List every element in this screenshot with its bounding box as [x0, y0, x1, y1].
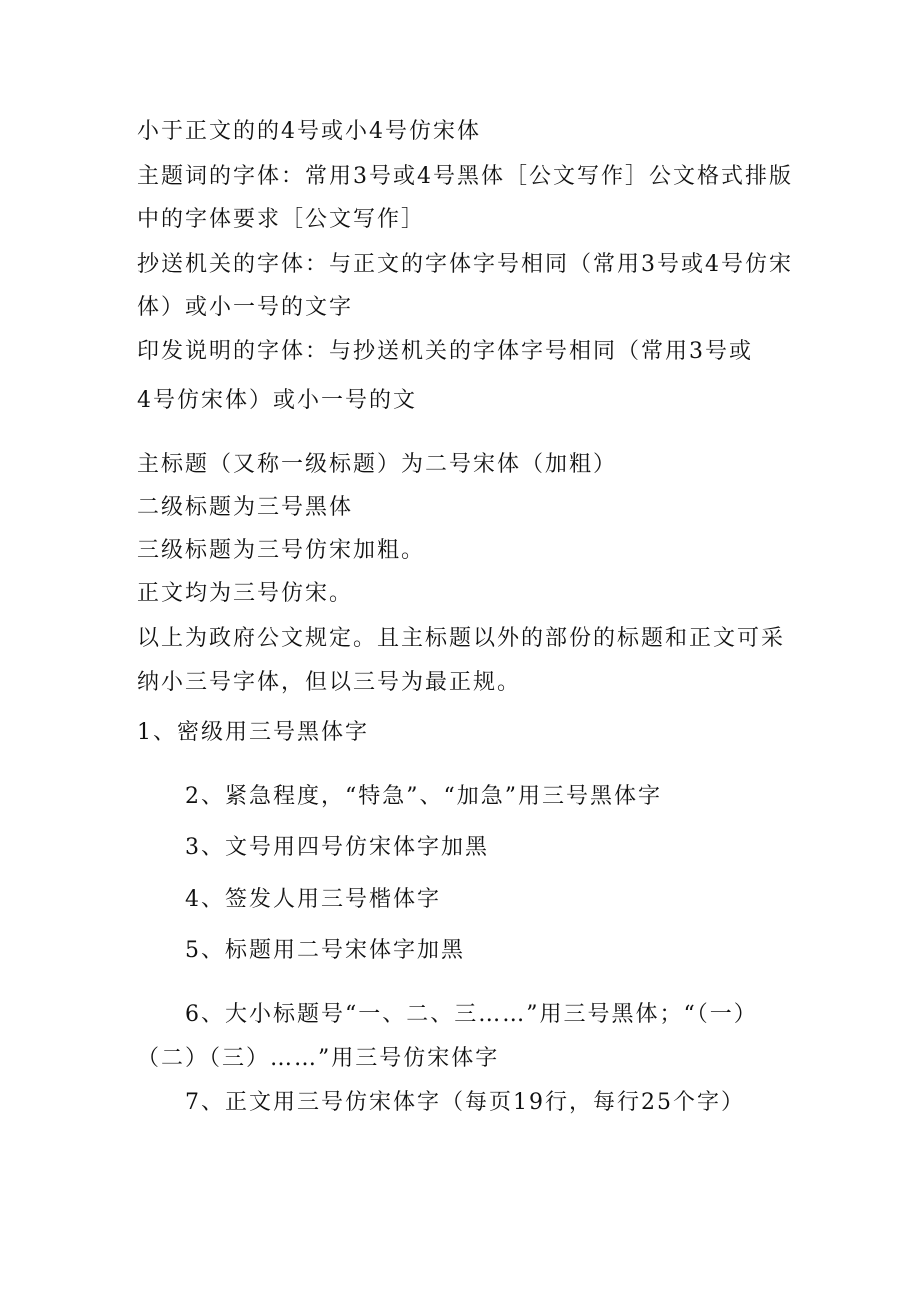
list-item-6-continued: （二）（三）……”用三号仿宋体字: [137, 1046, 500, 1071]
text-line-9: 二级标题为三号黑体: [137, 495, 354, 520]
text-line-13: 纳小三号字体，但以三号为最正规。: [137, 670, 522, 695]
text-line-8: 主标题（又称一级标题）为二号宋体（加粗）: [137, 452, 618, 477]
list-item-4: 4、签发人用三号楷体字: [185, 887, 441, 912]
text-line-1: 小于正文的的4号或小4号仿宋体: [137, 119, 481, 144]
text-line-2: 主题词的字体：常用3号或4号黑体［公文写作］公文格式排版: [137, 164, 793, 189]
text-line-12: 以上为政府公文规定。且主标题以外的部份的标题和正文可采: [137, 626, 786, 651]
text-line-7: 4号仿宋体）或小一号的文: [137, 388, 417, 413]
text-line-4: 抄送机关的字体：与正文的字体字号相同（常用3号或4号仿宋: [137, 252, 793, 277]
text-line-5: 体）或小一号的文字: [137, 295, 354, 320]
list-item-5: 5、标题用二号宋体字加黑: [185, 938, 465, 963]
list-item-6: 6、大小标题号“一、二、三……”用三号黑体；“（一）: [185, 1002, 758, 1027]
list-item-1: 1、密级用三号黑体字: [137, 720, 369, 745]
text-line-10: 三级标题为三号仿宋加粗。: [137, 538, 426, 563]
list-item-7: 7、正文用三号仿宋体字（每页19行，每行25个字）: [185, 1090, 745, 1115]
text-line-6: 印发说明的字体：与抄送机关的字体字号相同（常用3号或: [137, 339, 753, 364]
list-item-2: 2、紧急程度，“特急”、“加急”用三号黑体字: [185, 784, 662, 809]
list-item-3: 3、文号用四号仿宋体字加黑: [185, 835, 489, 860]
text-line-3: 中的字体要求［公文写作］: [137, 207, 426, 232]
text-line-11: 正文均为三号仿宋。: [137, 581, 354, 606]
